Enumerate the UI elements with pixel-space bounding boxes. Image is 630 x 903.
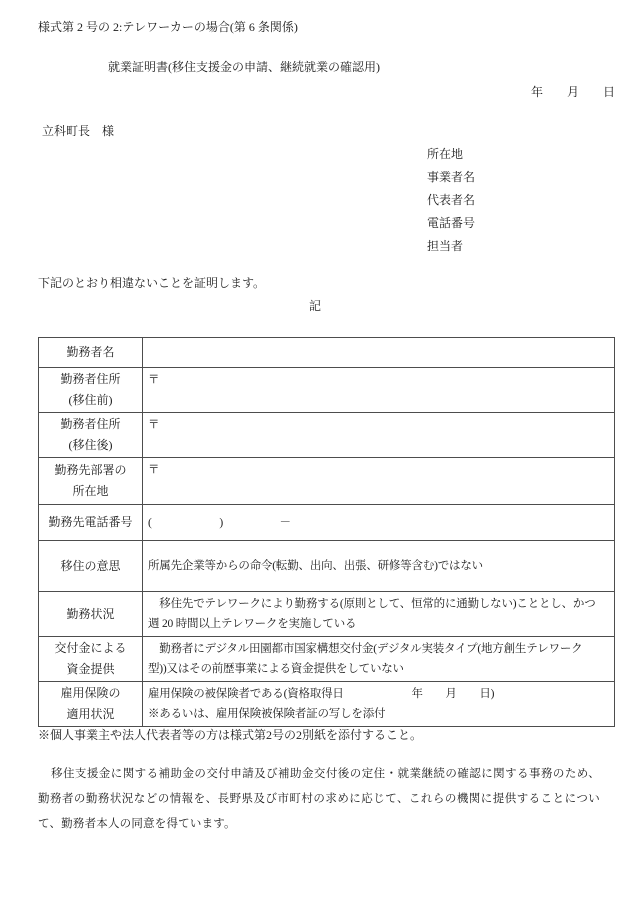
table-row-migration-intent [39,541,615,592]
row-label-office-phone: 勤務先電話番号 [39,505,143,541]
issuer-field-contact-person: 担当者 [427,239,464,253]
row-value-office-location [143,458,615,505]
row-value-address-after-move [143,413,615,458]
declaration-text: 下記のとおり相違ないことを証明します。 [38,276,266,290]
row-label-employment-insurance: 雇用保険の 適用状況 [39,682,143,727]
postal-mark: 〒 [148,419,160,431]
table-row-address-after-move [39,413,615,458]
table-row-grant-funding [39,637,615,682]
addressee: 立科町長 様 [42,124,115,138]
row-value-worker-name [143,338,615,368]
page-title: 就業証明書(移住支援金の申請、継続就業の確認用) [108,60,380,74]
table-row-office-location [39,458,615,505]
row-value-office-phone: ( ) － [143,505,615,541]
row-value-employment-insurance: 雇用保険の被保険者である(資格取得日 年 月 日) ※あるいは、雇用保険被保険者証の写しを添付 [143,682,615,727]
row-label-worker-name: 勤務者名 [39,338,143,368]
row-label-work-status: 勤務状況 [39,592,143,637]
row-label-migration-intent: 移住の意思 [39,541,143,592]
postal-mark: 〒 [148,464,160,476]
issuer-field-business-name: 事業者名 [427,170,476,184]
issuer-field-representative-name: 代表者名 [427,193,476,207]
row-value-grant-funding: 勤務者にデジタル田園都市国家構想交付金(デジタル実装タイプ(地方創生テレワーク 型))又はその前歴事業による資金提供をしていない [143,637,615,682]
certificate-table [38,337,615,727]
row-value-migration-intent: 所属先企業等からの命令(転勤、出向、出張、研修等含む)ではない [143,541,615,592]
row-label-grant-funding: 交付金による 資金提供 [39,637,143,682]
row-value-work-status: 移住先でテレワークにより勤務する(原則として、恒常的に通勤しない)こととし、かつ 週 20 時間以上テレワークを実施している [143,592,615,637]
table-row-worker-name [39,338,615,368]
table-row-employment-insurance [39,682,615,727]
issuer-field-location: 所在地 [427,147,464,161]
form-number: 様式第 2 号の 2:テレワーカーの場合(第 6 条関係) [38,20,298,34]
row-value-address-before-move [143,368,615,413]
row-label-address-before-move: 勤務者住所 (移住前) [39,368,143,413]
issuer-block [427,143,475,258]
date-line: 年 月 日 [531,85,616,99]
postal-mark: 〒 [148,374,160,386]
consent-paragraph: 移住支援金に関する補助金の交付申請及び補助金交付後の定住・就業継続の確認に関する事務のため、勤務者の勤務状況などの情報を、長野県及び市町村の求めに応じて、これらの機関に提供することについて、勤務者本人の同意を得ています。 [38,768,600,830]
row-label-office-location: 勤務先部署の 所在地 [39,458,143,505]
table-row-address-before-move [39,368,615,413]
ki-heading: 記 [308,299,321,313]
table-row-work-status [39,592,615,637]
table-row-office-phone [39,505,615,541]
footnote: ※個人事業主や法人代表者等の方は様式第2号の2別紙を添付すること。 [38,728,423,742]
row-label-address-after-move: 勤務者住所 (移住後) [39,413,143,458]
issuer-field-phone-number: 電話番号 [427,216,476,230]
